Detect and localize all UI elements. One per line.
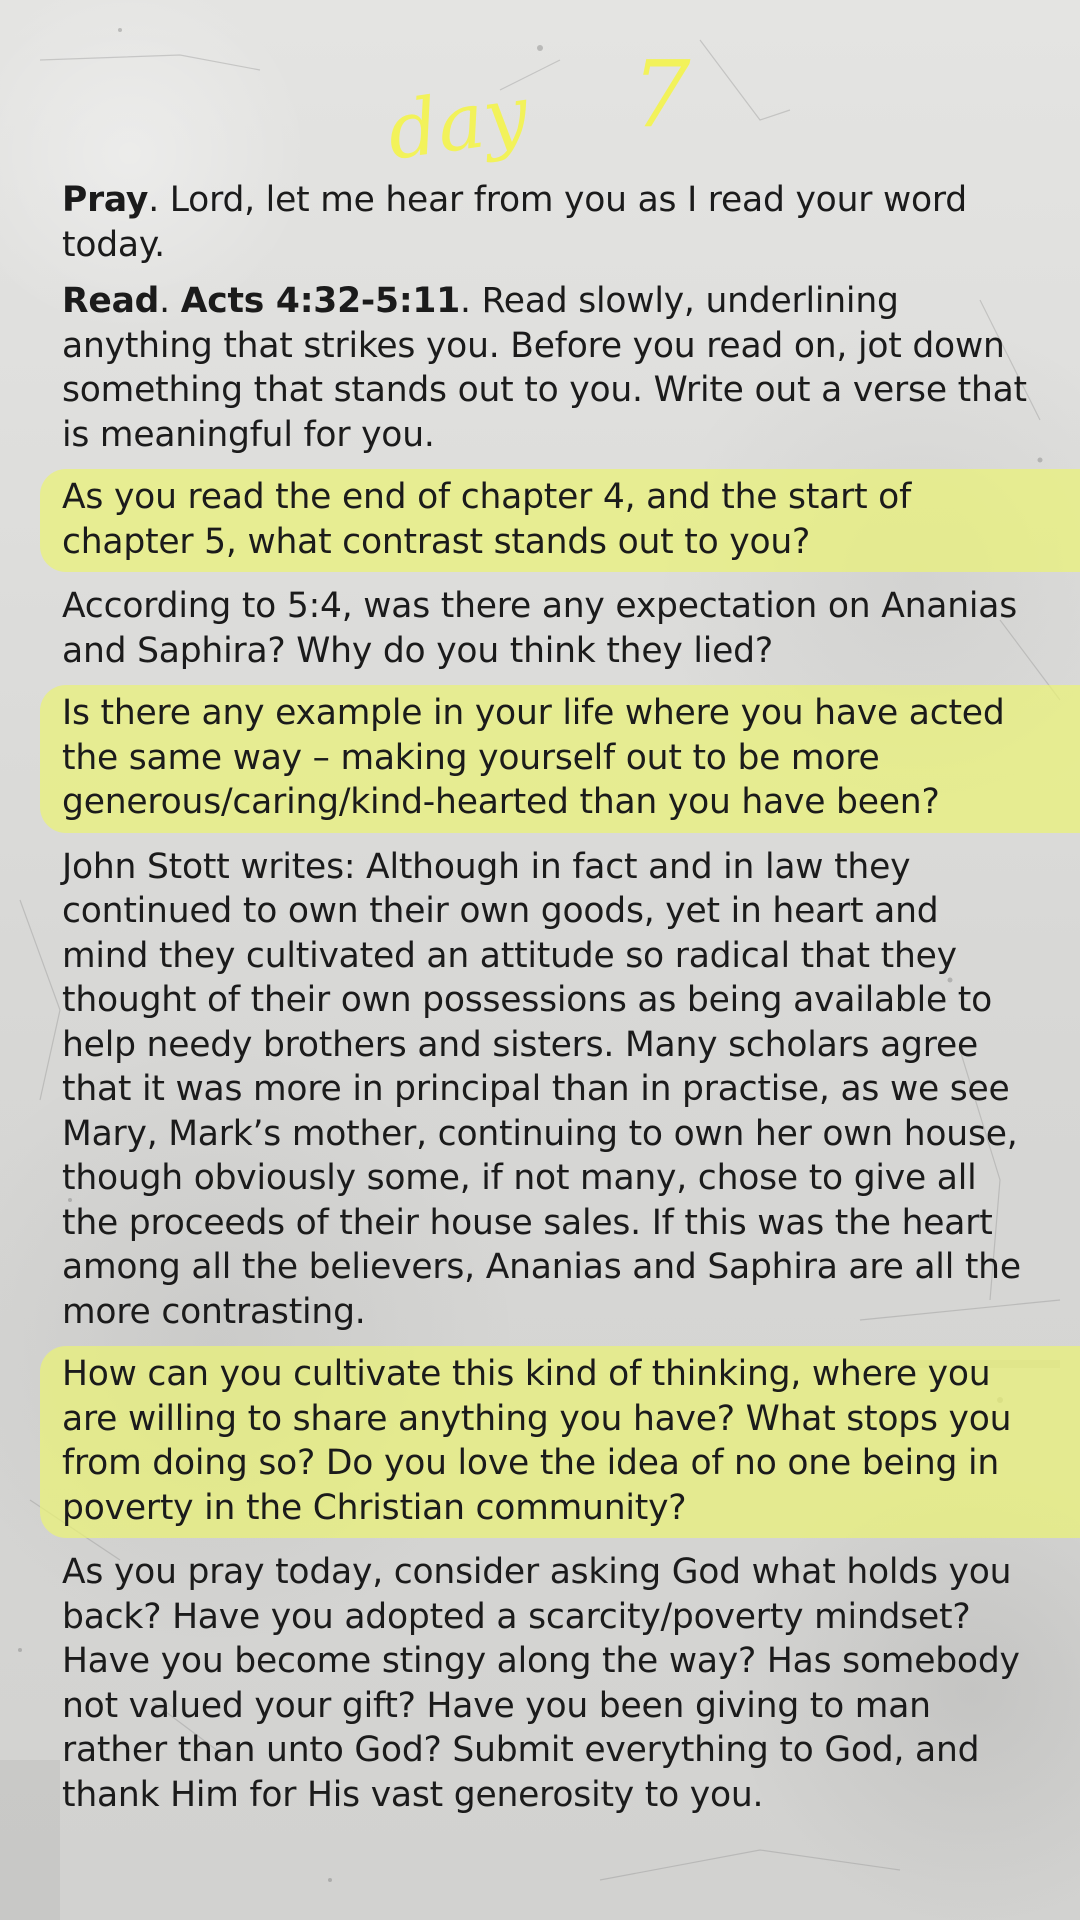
title-word: day: [382, 69, 534, 178]
day-title: [380, 30, 740, 190]
read-text: . Read slowly, underlining anything that strikes you. Before you read on, jot down something that stands out to you. Write out a verse that is meaningful for you.: [62, 281, 1027, 455]
scripture-reference: Acts 4:32-5:11: [180, 281, 461, 321]
title-number: 7: [632, 41, 691, 148]
pray-paragraph: [0, 178, 1080, 267]
devotional-content: [0, 178, 1080, 1817]
read-paragraph: [0, 279, 1080, 457]
pray-label: Pray: [62, 180, 149, 220]
question-personal-example: Is there any example in your life where you have acted the same way – making yourself out to be more generous/caring/kind-hearted than you have been?: [40, 685, 1080, 833]
question-expectation: According to 5:4, was there any expectation on Ananias and Saphira? Why do you think they lied?: [62, 586, 1017, 671]
closing-prayer: As you pray today, consider asking God what holds you back? Have you adopted a scarcity/poverty mindset? Have you become stingy along the way? Has somebody not valued your gift? Have you been giving to man rather than unto God? Submit everything to God, and thank Him for His vast generosity to you.: [62, 1552, 1020, 1815]
read-label: Read: [62, 281, 160, 321]
john-stott-quote: John Stott writes: Although in fact and in law they continued to own their own goods, yet in heart and mind they cultivated an attitude so radical that they thought of their own possessions as being available to help needy brothers and sisters. Many scholars agree that it was more in principal than in practise, as we see Mary, Mark’s mother, continuing to own her own house, though obviously some, if not many, chose to give all the proceeds of their house sales. If this was the heart among all the believers, Ananias and Saphira are all the more contrasting.: [62, 846, 1021, 1332]
question-cultivate: How can you cultivate this kind of thinking, where you are willing to share anything you have? What stops you from doing so? Do you love the idea of no one being in poverty in the Christian community?: [40, 1346, 1080, 1538]
question-contrast: As you read the end of chapter 4, and the start of chapter 5, what contrast stands out to you?: [40, 469, 1080, 572]
pray-text: . Lord, let me hear from you as I read your word today.: [62, 180, 968, 265]
read-separator: .: [159, 281, 181, 321]
